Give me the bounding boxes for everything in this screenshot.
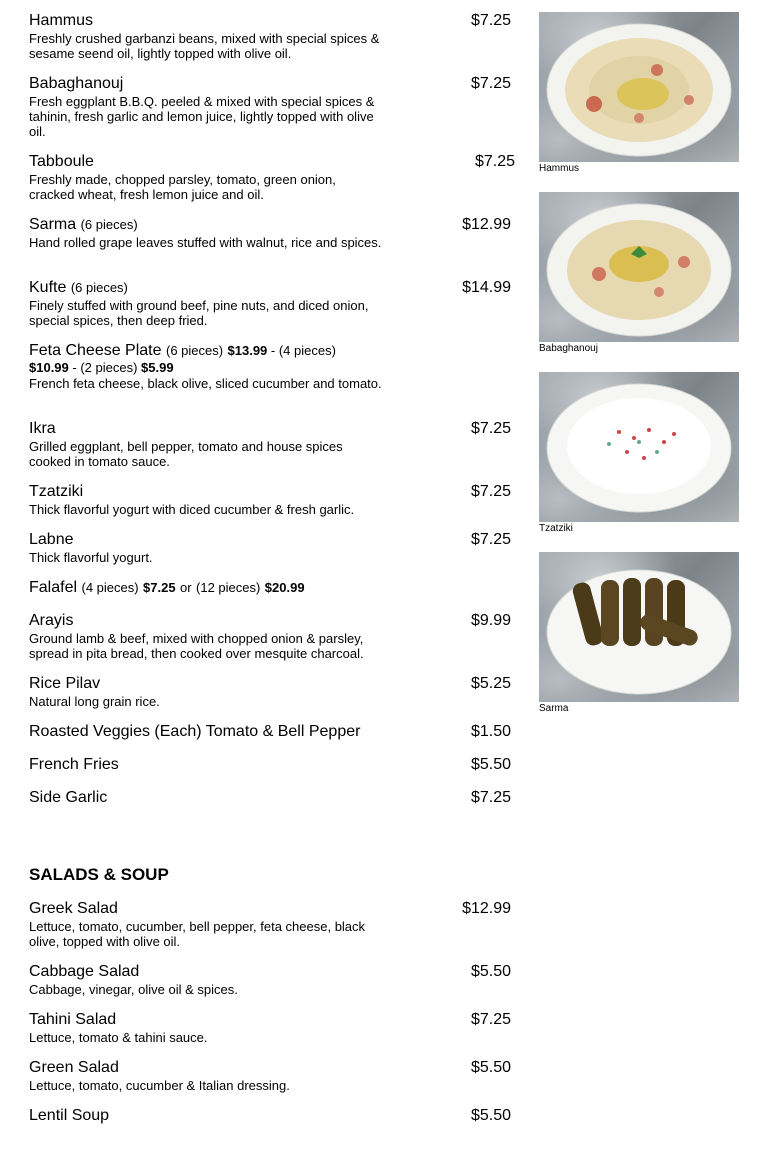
item-price: $7.25 [470, 12, 511, 29]
item-price: $12.99 [462, 900, 511, 917]
item-description: Ground lamb & beef, mixed with chopped onion & parsley, spread in pita bread, then cooked over mesquite charcoal. [29, 631, 364, 661]
item-description: Lettuce, tomato & tahini sauce. [29, 1030, 208, 1045]
item-price: $7.25 [470, 483, 511, 500]
item-quantity: (6 pieces) [165, 343, 224, 358]
item-price: $7.25 [474, 153, 515, 170]
photo-caption: Tzatziki [539, 523, 573, 534]
item-description: Freshly crushed garbanzi beans, mixed with special spices & sesame seend oil, lightly topped with olive oil. [29, 31, 380, 61]
item-name-text: Feta Cheese Plate [29, 342, 162, 359]
section-title-salads-soup: SALADS & SOUP [29, 865, 169, 884]
menu-item-feta-cheese-plate [29, 342, 519, 391]
separator: or [180, 580, 192, 595]
menu-item-greek-salad [29, 900, 519, 949]
item-price-option: $10.99 [29, 360, 69, 375]
item-description: Finely stuffed with ground beef, pine nuts, and diced onion, special spices, then deep fried. [29, 298, 369, 328]
item-price-options [29, 360, 519, 375]
item-price: $14.99 [462, 279, 511, 296]
item-price-option: $20.99 [264, 580, 305, 595]
item-price: $7.25 [470, 1011, 511, 1028]
item-quantity: (12 pieces) [196, 580, 261, 595]
item-name [29, 342, 389, 360]
item-name: Babaghanouj [29, 75, 124, 92]
item-name: Tahini Salad [29, 1011, 117, 1028]
item-name: Ikra [29, 420, 56, 437]
item-description: Lettuce, tomato, cucumber & Italian dressing. [29, 1078, 290, 1093]
menu-item-babaghanouj [29, 75, 519, 139]
menu-item-arayis [29, 612, 519, 661]
hummus-plate-photo[interactable] [539, 12, 739, 162]
menu-item-labne [29, 531, 519, 565]
item-price: $5.25 [470, 675, 511, 692]
item-name-text: Kufte [29, 279, 67, 296]
menu-item-side-garlic [29, 789, 519, 807]
item-name: Rice Pilav [29, 675, 101, 692]
tzatziki-plate-photo[interactable] [539, 372, 739, 522]
babaghanouj-plate-photo[interactable] [539, 192, 739, 342]
item-price: $7.25 [470, 420, 511, 437]
menu-item-sarma [29, 216, 519, 250]
item-price: $7.25 [470, 789, 511, 806]
item-name: Cabbage Salad [29, 963, 140, 980]
item-quantity: (4 pieces) [278, 343, 336, 358]
menu-item-lentil-soup [29, 1107, 519, 1125]
item-description: Fresh eggplant B.B.Q. peeled & mixed with special spices & tahinin, fresh garlic and lemon juice, lightly topped with olive oil. [29, 94, 375, 139]
item-name: Roasted Veggies (Each) Tomato & Bell Pepper [29, 723, 361, 740]
item-description: Thick flavorful yogurt. [29, 550, 153, 565]
item-name: Tabboule [29, 153, 94, 170]
menu-item-kufte [29, 279, 519, 328]
item-description: French feta cheese, black olive, sliced cucumber and tomato. [29, 376, 382, 391]
item-description: Cabbage, vinegar, olive oil & spices. [29, 982, 238, 997]
item-price: $12.99 [462, 216, 511, 233]
tzatziki-plate-icon [539, 372, 739, 522]
item-price-option: $7.25 [143, 580, 176, 595]
separator: - [267, 343, 279, 358]
item-quantity: (4 pieces) [81, 580, 139, 595]
babaghanouj-plate-icon [539, 192, 739, 342]
photo-caption: Babaghanouj [539, 343, 598, 354]
item-name [29, 579, 519, 597]
item-quantity: (6 pieces) [80, 217, 138, 232]
item-name: Hammus [29, 12, 94, 29]
item-price: $7.25 [470, 75, 511, 92]
item-name-text: Falafel [29, 579, 78, 596]
separator: - [68, 360, 81, 375]
item-name: Labne [29, 531, 74, 548]
menu-item-roasted-veggies [29, 723, 519, 741]
item-name: Green Salad [29, 1059, 119, 1076]
item-name: French Fries [29, 756, 119, 773]
menu-item-french-fries [29, 756, 519, 774]
menu-item-rice-pilav [29, 675, 519, 709]
item-name: Side Garlic [29, 789, 108, 806]
item-description: Thick flavorful yogurt with diced cucumber & fresh garlic. [29, 502, 355, 517]
item-name: Arayis [29, 612, 74, 629]
menu-item-cabbage-salad [29, 963, 519, 997]
menu-item-tzatziki [29, 483, 519, 517]
menu-item-falafel [29, 579, 519, 597]
item-name: Greek Salad [29, 900, 118, 917]
menu-item-ikra [29, 420, 519, 469]
item-price: $7.25 [470, 531, 511, 548]
item-description: Freshly made, chopped parsley, tomato, green onion, cracked wheat, fresh lemon juice and oil. [29, 172, 336, 202]
item-quantity: (2 pieces) [80, 360, 138, 375]
photo-caption: Sarma [539, 703, 569, 714]
menu-item-hammus [29, 12, 519, 61]
item-name: Lentil Soup [29, 1107, 110, 1124]
item-price-option: $13.99 [227, 343, 268, 358]
item-name: Tzatziki [29, 483, 84, 500]
item-price: $1.50 [470, 723, 511, 740]
item-price: $5.50 [470, 1107, 511, 1124]
photo-caption: Hammus [539, 163, 580, 174]
item-description: Natural long grain rice. [29, 694, 160, 709]
item-quantity: (6 pieces) [70, 280, 128, 295]
item-description: Grilled eggplant, bell pepper, tomato and house spices cooked in tomato sauce. [29, 439, 343, 469]
menu-item-tabboule [29, 153, 519, 202]
item-description: Hand rolled grape leaves stuffed with walnut, rice and spices. [29, 235, 382, 250]
sarma-plate-photo[interactable] [539, 552, 739, 702]
item-price-option: $5.99 [141, 360, 174, 375]
sarma-plate-icon [539, 552, 739, 702]
item-price: $5.50 [470, 1059, 511, 1076]
item-name-text: Sarma [29, 216, 77, 233]
item-description: Lettuce, tomato, cucumber, bell pepper, feta cheese, black olive, topped with olive oil. [29, 919, 366, 949]
photo-gallery [539, 12, 739, 732]
menu-item-green-salad [29, 1059, 519, 1093]
menu-item-tahini-salad [29, 1011, 519, 1045]
hummus-plate-icon [539, 12, 739, 162]
item-price: $5.50 [470, 756, 511, 773]
item-price: $9.99 [470, 612, 511, 629]
item-price: $5.50 [470, 963, 511, 980]
